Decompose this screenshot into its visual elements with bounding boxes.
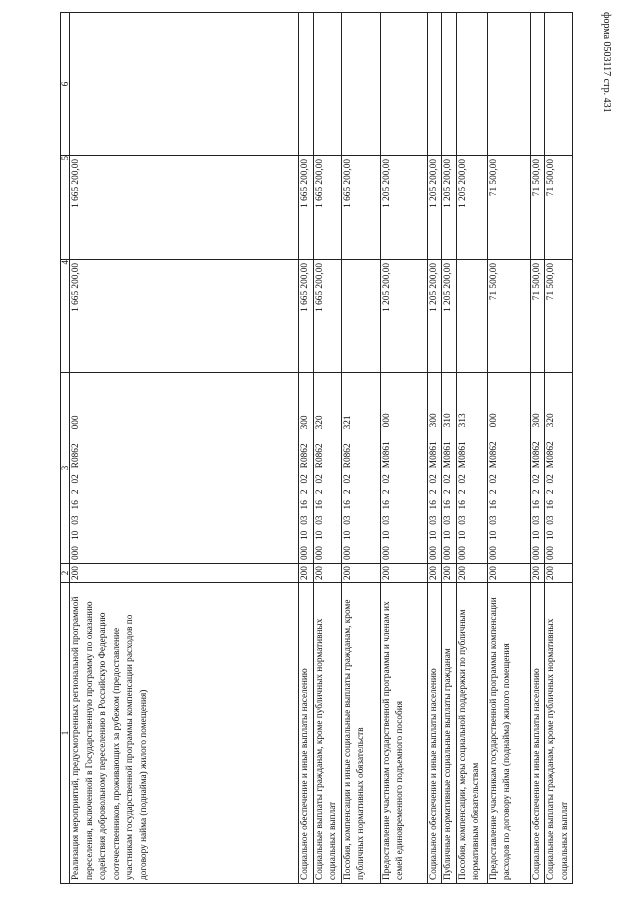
row-budget-code-cell bbox=[427, 373, 442, 564]
budget-code-part: 2 bbox=[488, 489, 499, 495]
row-executed-amount-cell: 1 205 200,00 bbox=[456, 156, 487, 260]
row-executed-amount-cell: 1 665 200,00 bbox=[299, 156, 314, 260]
budget-code-part: 16 bbox=[443, 500, 453, 510]
row-budget-code-cell bbox=[456, 373, 487, 564]
row-approved-amount-cell: 1 205 200,00 bbox=[427, 260, 442, 373]
budget-code-part: 03 bbox=[300, 515, 310, 525]
row-col6-cell bbox=[341, 13, 380, 156]
budget-code-part: 03 bbox=[71, 515, 81, 525]
budget-code bbox=[314, 376, 328, 560]
row-executed-amount-cell: 1 205 200,00 bbox=[427, 156, 442, 260]
budget-code bbox=[531, 376, 545, 560]
budget-code-part: 2 bbox=[381, 489, 392, 495]
row-line-code-cell: 200 bbox=[456, 564, 487, 583]
row-name-cell: Социальные выплаты гражданам, кроме публичных нормативных социальных выплат bbox=[313, 583, 341, 884]
row-name-cell: Социальное обеспечение и иные выплаты населению bbox=[530, 583, 545, 884]
budget-code-part: 10 bbox=[457, 530, 468, 541]
col-header-4: 4 bbox=[61, 260, 70, 373]
budget-code-part: 16 bbox=[71, 500, 81, 510]
col-header-2: 2 bbox=[61, 564, 70, 583]
budget-code-part: R0862 bbox=[314, 443, 325, 469]
budget-code-part: 000 bbox=[300, 546, 310, 560]
budget-code-part: 300 bbox=[531, 413, 542, 428]
budget-code-part: R0862 bbox=[300, 443, 310, 469]
budget-code-part: 02 bbox=[531, 474, 542, 484]
form-number-label: форма 0503117 стр. 431 bbox=[601, 12, 612, 113]
budget-code-part: 16 bbox=[314, 500, 325, 510]
table-row bbox=[487, 13, 530, 884]
budget-code-part: 10 bbox=[531, 530, 542, 541]
budget-code-part: 02 bbox=[381, 474, 392, 484]
budget-code-part: 313 bbox=[457, 413, 468, 428]
budget-code-part: 03 bbox=[381, 515, 392, 525]
budget-code-part: 10 bbox=[314, 530, 325, 541]
budget-code-part: 000 bbox=[488, 413, 499, 428]
row-budget-code-cell bbox=[70, 373, 299, 564]
budget-code-part: 2 bbox=[428, 489, 439, 495]
budget-code-part: 000 bbox=[428, 546, 439, 560]
budget-code-part: 10 bbox=[488, 530, 499, 541]
row-col6-cell bbox=[70, 13, 299, 156]
budget-code-part: 16 bbox=[342, 500, 353, 510]
budget-code-part: 02 bbox=[71, 474, 81, 484]
row-approved-amount-cell: 1 205 200,00 bbox=[442, 260, 457, 373]
budget-code-part: 02 bbox=[488, 474, 499, 484]
row-approved-amount-cell: 1 665 200,00 bbox=[299, 260, 314, 373]
budget-code-part: 000 bbox=[546, 546, 556, 560]
expenditure-table bbox=[60, 12, 573, 884]
row-name-cell: Социальное обеспечение и иные выплаты населению bbox=[299, 583, 314, 884]
budget-code-part: 16 bbox=[546, 500, 556, 510]
budget-code-part: 2 bbox=[71, 489, 81, 495]
table-row bbox=[530, 13, 545, 884]
budget-code bbox=[342, 376, 356, 560]
row-approved-amount-cell: 71 500,00 bbox=[545, 260, 573, 373]
budget-code-part: M0862 bbox=[488, 441, 499, 469]
col-header-1: 1 bbox=[61, 583, 70, 884]
budget-code-part: 16 bbox=[488, 500, 499, 510]
budget-code-part: 300 bbox=[428, 413, 439, 428]
budget-code-part: 02 bbox=[428, 474, 439, 484]
budget-code-part: 000 bbox=[531, 546, 542, 560]
budget-code-part: M0862 bbox=[531, 441, 542, 469]
row-budget-code-cell bbox=[313, 373, 341, 564]
budget-code-part: M0861 bbox=[457, 441, 468, 469]
row-line-code-cell: 200 bbox=[341, 564, 380, 583]
budget-code-part: 2 bbox=[314, 489, 325, 495]
col-header-6: 6 bbox=[61, 13, 70, 156]
budget-code-part: 000 bbox=[71, 546, 81, 560]
row-line-code-cell: 200 bbox=[487, 564, 530, 583]
row-name-cell: Предоставление участникам государственной программы и членам их семей единовременного подъемного пособия bbox=[380, 583, 427, 884]
row-executed-amount-cell: 1 205 200,00 bbox=[442, 156, 457, 260]
table-row bbox=[456, 13, 487, 884]
budget-code-part: M0861 bbox=[381, 441, 392, 469]
row-executed-amount-cell: 1 665 200,00 bbox=[341, 156, 380, 260]
budget-code-part: 000 bbox=[314, 546, 325, 560]
row-executed-amount-cell: 1 665 200,00 bbox=[313, 156, 341, 260]
budget-code-part: 02 bbox=[443, 474, 453, 484]
row-line-code-cell: 200 bbox=[530, 564, 545, 583]
table-row bbox=[70, 13, 299, 884]
table-row bbox=[313, 13, 341, 884]
table-row bbox=[442, 13, 457, 884]
budget-code-part: 10 bbox=[300, 530, 310, 541]
budget-code-part: 16 bbox=[381, 500, 392, 510]
row-name-cell: Пособия, компенсации и иные социальные выплаты гражданам, кроме публичных нормативных обязательств bbox=[341, 583, 380, 884]
budget-code bbox=[381, 376, 395, 560]
col-header-5: 5 bbox=[61, 156, 70, 260]
budget-code-part: 02 bbox=[546, 474, 556, 484]
budget-code-part: 000 bbox=[381, 413, 392, 428]
row-approved-amount-cell bbox=[456, 260, 487, 373]
row-line-code-cell: 200 bbox=[380, 564, 427, 583]
budget-code-part: 02 bbox=[342, 474, 353, 484]
row-name-cell: Предоставление участникам государственной программы компенсации расходов по договору найма (поднайма) жилого помещения bbox=[487, 583, 530, 884]
row-approved-amount-cell: 1 205 200,00 bbox=[380, 260, 427, 373]
budget-code-part: R0862 bbox=[342, 443, 353, 469]
budget-code bbox=[545, 376, 559, 560]
row-executed-amount-cell: 1 665 200,00 bbox=[70, 156, 299, 260]
budget-code-part: 10 bbox=[546, 530, 556, 541]
row-budget-code-cell bbox=[380, 373, 427, 564]
budget-code-part: 2 bbox=[300, 489, 310, 495]
row-line-code-cell: 200 bbox=[70, 564, 299, 583]
budget-code bbox=[442, 376, 456, 560]
row-col6-cell bbox=[313, 13, 341, 156]
row-executed-amount-cell: 1 205 200,00 bbox=[380, 156, 427, 260]
row-executed-amount-cell: 71 500,00 bbox=[545, 156, 573, 260]
report-table-rotated bbox=[60, 19, 612, 884]
row-name-cell: Пособия, компенсации, меры социальной поддержки по публичным нормативным обязательствам bbox=[456, 583, 487, 884]
budget-code-part: 10 bbox=[342, 530, 353, 541]
row-approved-amount-cell: 71 500,00 bbox=[487, 260, 530, 373]
budget-code-part: 16 bbox=[457, 500, 468, 510]
row-executed-amount-cell: 71 500,00 bbox=[487, 156, 530, 260]
row-budget-code-cell bbox=[299, 373, 314, 564]
budget-code-part: 10 bbox=[71, 530, 81, 541]
budget-code-part: 03 bbox=[428, 515, 439, 525]
col-header-3: 3 bbox=[61, 373, 70, 564]
budget-code-part: 310 bbox=[443, 413, 453, 428]
budget-code-part: 000 bbox=[457, 546, 468, 560]
row-col6-cell bbox=[299, 13, 314, 156]
budget-code-part: 2 bbox=[443, 489, 453, 495]
row-col6-cell bbox=[456, 13, 487, 156]
budget-code-part: 000 bbox=[342, 546, 353, 560]
row-col6-cell bbox=[427, 13, 442, 156]
budget-code-part: 10 bbox=[428, 530, 439, 541]
table-row bbox=[545, 13, 573, 884]
budget-code-part: 2 bbox=[531, 489, 542, 495]
row-line-code-cell: 200 bbox=[545, 564, 573, 583]
row-name-cell: Публичные нормативные социальные выплаты гражданам bbox=[442, 583, 457, 884]
budget-code-part: 02 bbox=[314, 474, 325, 484]
row-budget-code-cell bbox=[341, 373, 380, 564]
budget-code-part: 000 bbox=[381, 546, 392, 560]
row-line-code-cell: 200 bbox=[299, 564, 314, 583]
budget-code-part: 03 bbox=[488, 515, 499, 525]
row-line-code-cell: 200 bbox=[442, 564, 457, 583]
budget-code-part: 10 bbox=[381, 530, 392, 541]
table-row bbox=[299, 13, 314, 884]
row-budget-code-cell bbox=[545, 373, 573, 564]
budget-code bbox=[70, 376, 84, 560]
table-row bbox=[380, 13, 427, 884]
budget-code-part: 03 bbox=[342, 515, 353, 525]
budget-code bbox=[299, 376, 313, 560]
row-budget-code-cell bbox=[487, 373, 530, 564]
budget-code-part: 2 bbox=[457, 489, 468, 495]
budget-code-part: 320 bbox=[546, 413, 556, 428]
budget-code bbox=[428, 376, 442, 560]
budget-code-part: 320 bbox=[314, 415, 325, 430]
budget-code-part: 321 bbox=[342, 415, 353, 430]
row-name-cell: Реализация мероприятий, предусмотренных региональной программой переселения, включенной в Государственную программу по оказанию содействия добровольному переселению в Российскую Федерацию соотечественников, проживающих за рубежом (предоставление участникам государственной программы компенсации расходов по договору найма (поднайма) жилого помещения) bbox=[70, 583, 299, 884]
budget-code-part: 16 bbox=[531, 500, 542, 510]
row-col6-cell bbox=[380, 13, 427, 156]
row-col6-cell bbox=[530, 13, 545, 156]
row-budget-code-cell bbox=[442, 373, 457, 564]
budget-code-part: 03 bbox=[546, 515, 556, 525]
budget-code-part: 16 bbox=[428, 500, 439, 510]
row-approved-amount-cell: 1 665 200,00 bbox=[70, 260, 299, 373]
budget-code-part: 02 bbox=[457, 474, 468, 484]
budget-code bbox=[488, 376, 502, 560]
budget-code bbox=[457, 376, 471, 560]
row-col6-cell bbox=[487, 13, 530, 156]
budget-code-part: 02 bbox=[300, 474, 310, 484]
budget-code-part: 03 bbox=[457, 515, 468, 525]
budget-code-part: 03 bbox=[443, 515, 453, 525]
row-line-code-cell: 200 bbox=[313, 564, 341, 583]
budget-code-part: 2 bbox=[342, 489, 353, 495]
row-name-cell: Социальные выплаты гражданам, кроме публичных нормативных социальных выплат bbox=[545, 583, 573, 884]
row-approved-amount-cell: 71 500,00 bbox=[530, 260, 545, 373]
row-line-code-cell: 200 bbox=[427, 564, 442, 583]
table-row bbox=[427, 13, 442, 884]
column-number-row bbox=[61, 13, 70, 884]
budget-code-part: M0862 bbox=[546, 441, 556, 469]
budget-code-part: R0862 bbox=[71, 443, 81, 469]
budget-code-part: 03 bbox=[531, 515, 542, 525]
row-col6-cell bbox=[442, 13, 457, 156]
budget-code-part: 2 bbox=[546, 489, 556, 495]
budget-code-part: M0861 bbox=[443, 441, 453, 469]
row-approved-amount-cell bbox=[341, 260, 380, 373]
budget-code-part: 03 bbox=[314, 515, 325, 525]
budget-code-part: 16 bbox=[300, 500, 310, 510]
row-name-cell: Социальное обеспечение и иные выплаты населению bbox=[427, 583, 442, 884]
table-body bbox=[70, 13, 573, 884]
row-budget-code-cell bbox=[530, 373, 545, 564]
budget-code-part: 000 bbox=[443, 546, 453, 560]
budget-code-part: M0861 bbox=[428, 441, 439, 469]
row-approved-amount-cell: 1 665 200,00 bbox=[313, 260, 341, 373]
budget-code-part: 300 bbox=[300, 415, 310, 430]
budget-code-part: 10 bbox=[443, 530, 453, 541]
budget-code-part: 000 bbox=[488, 546, 499, 560]
row-executed-amount-cell: 71 500,00 bbox=[530, 156, 545, 260]
row-col6-cell bbox=[545, 13, 573, 156]
table-row bbox=[341, 13, 380, 884]
budget-code-part: 000 bbox=[71, 415, 81, 430]
